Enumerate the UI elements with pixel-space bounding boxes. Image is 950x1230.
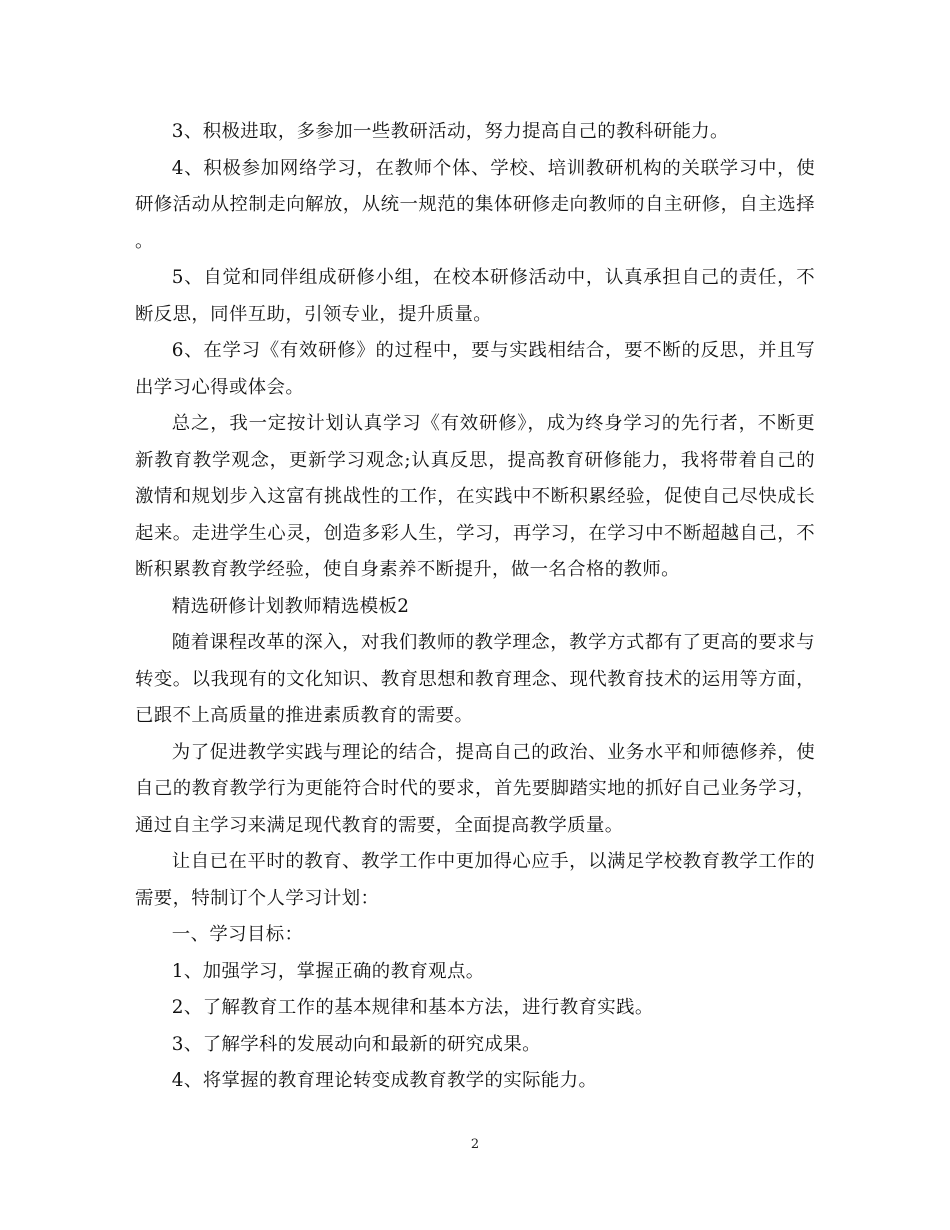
paragraph-item-5: 5、自觉和同伴组成研修小组，在校本研修活动中，认真承担自己的责任，不断反思，同伴互助，引领专业，提升质量。 <box>135 267 815 325</box>
paragraph-item-4: 4、积极参加网络学习，在教师个体、学校、培训教研机构的关联学习中，使研修活动从控制走向解放，从统一规范的集体研修走向教师的自主研修，自主选择。 <box>135 157 815 252</box>
subheading-goals: 一、学习目标： <box>171 924 304 945</box>
paragraph-summary: 总之，我一定按计划认真学习《有效研修》，成为终身学习的先行者，不断更新教育教学观念，更新学习观念;认真反思，提高教育研修能力，我将带着自己的激情和规划步入这富有挑战性的工作，在实践中不断积累经验，促使自己尽快成长起来。走进学生心灵，创造多彩人生，学习，再学习，在学习中不断超越自己，不断积累教育教学经验，使自身素养不断提升，做一名合格的教师。 <box>135 413 815 580</box>
goal-item-3: 3、了解学科的发展动向和最新的研究成果。 <box>171 1033 541 1055</box>
paragraph-purpose: 为了促进教学实践与理论的结合，提高自己的政治、业务水平和师德修养，使自己的教育教学行为更能符合时代的要求，首先要脚踏实地的抓好自己业务学习，通过自主学习来满足现代教育的需要，全面提高教学质量。 <box>135 741 815 836</box>
goal-item-2: 2、了解教育工作的基本规律和基本方法，进行教育实践。 <box>171 997 654 1018</box>
page-number: 2 <box>470 1137 480 1152</box>
paragraph-item-3: 3、积极进取，多参加一些教研活动，努力提高自己的教科研能力。 <box>171 121 729 142</box>
section-heading: 精选研修计划教师精选模板2 <box>171 595 410 617</box>
goal-item-4: 4、将掌握的教育理论转变成教育教学的实际能力。 <box>171 1070 598 1091</box>
paragraph-plan-intro: 让自已在平时的教育、教学工作中更加得心应手，以满足学校教育教学工作的需要，特制订个人学习计划： <box>135 851 815 909</box>
goal-item-1: 1、加强学习，掌握正确的教育观点。 <box>171 960 485 982</box>
paragraph-item-6: 6、在学习《有效研修》的过程中，要与实践相结合，要不断的反思，并且写出学习心得或体会。 <box>135 340 815 398</box>
document-body <box>135 114 815 1100</box>
paragraph-intro: 随着课程改革的深入，对我们教师的教学理念，教学方式都有了更高的要求与转变。以我现有的文化知识、教育思想和教育理念、现代教育技术的运用等方面，已跟不上高质量的推进素质教育的需要。 <box>135 632 815 726</box>
